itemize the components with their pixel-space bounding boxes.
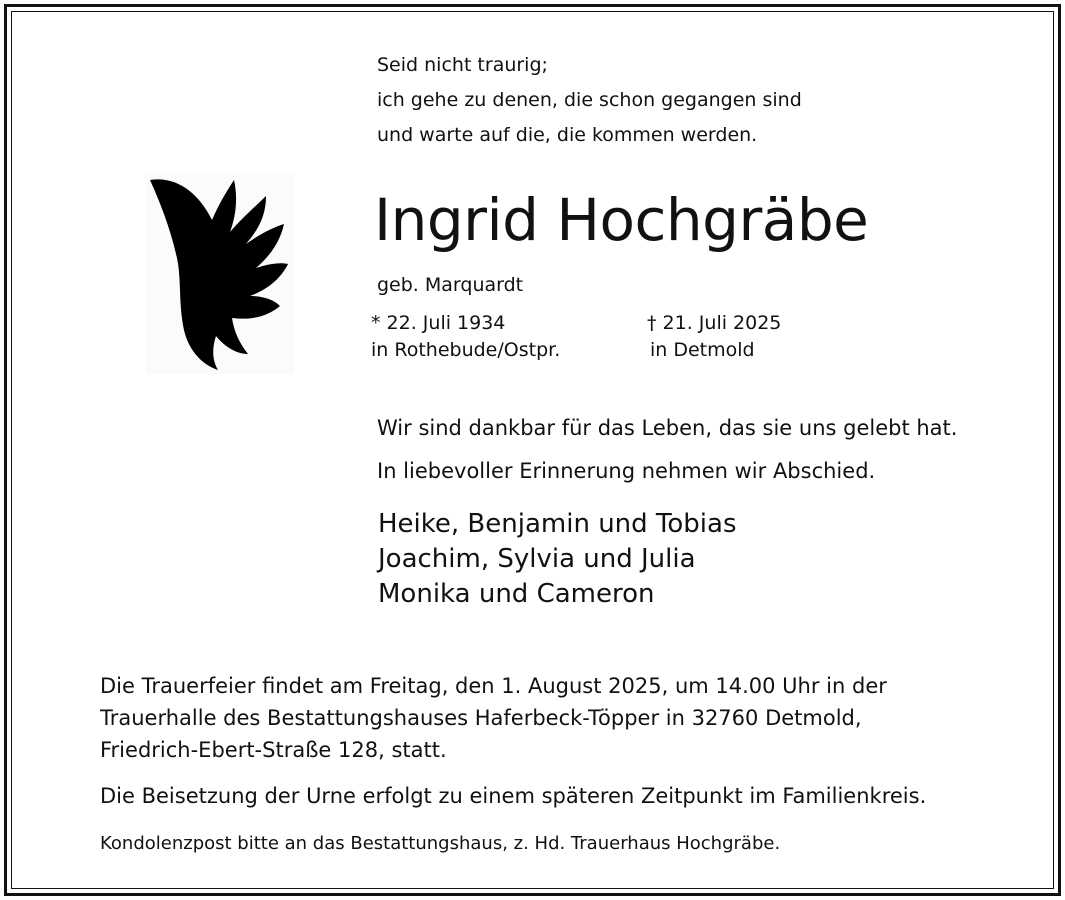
birth-info xyxy=(371,310,560,364)
deceased-name: Ingrid Hochgräbe xyxy=(374,186,869,254)
wing-icon xyxy=(146,172,294,374)
poem-line: und warte auf die, die kommen werden. xyxy=(377,124,758,146)
family-line: Joachim, Sylvia und Julia xyxy=(378,544,696,574)
death-place: in Detmold xyxy=(650,339,755,361)
ceremony-line: Die Trauerfeier findet am Freitag, den 1. August 2025, um 14.00 Uhr in der xyxy=(100,674,887,698)
family-names xyxy=(378,507,737,612)
family-line: Monika und Cameron xyxy=(378,579,655,609)
maiden-name: geb. Marquardt xyxy=(377,274,524,296)
farewell-line: In liebevoller Erinnerung nehmen wir Abschied. xyxy=(377,459,876,483)
family-line: Heike, Benjamin und Tobias xyxy=(378,509,737,539)
ceremony-line: Friedrich-Ebert-Straße 128, statt. xyxy=(100,738,447,762)
burial-notice: Die Beisetzung der Urne erfolgt zu einem späteren Zeitpunkt im Familienkreis. xyxy=(100,784,927,808)
ceremony-notice xyxy=(100,670,887,766)
death-info xyxy=(647,310,781,364)
birth-date: * 22. Juli 1934 xyxy=(371,312,506,334)
thanks-line: Wir sind dankbar für das Leben, das sie uns gelebt hat. xyxy=(377,416,958,440)
ceremony-line: Trauerhalle des Bestattungshauses Haferbeck-Töpper in 32760 Detmold, xyxy=(100,706,862,730)
birth-place: in Rothebude/Ostpr. xyxy=(371,339,561,361)
poem-line: Seid nicht traurig; xyxy=(377,54,548,76)
poem-verse xyxy=(377,48,802,153)
condolence-notice: Kondolenzpost bitte an das Bestattungshaus, z. Hd. Trauerhaus Hochgräbe. xyxy=(100,833,781,854)
poem-line: ich gehe zu denen, die schon gegangen sind xyxy=(377,89,802,111)
death-date: † 21. Juli 2025 xyxy=(647,312,782,334)
